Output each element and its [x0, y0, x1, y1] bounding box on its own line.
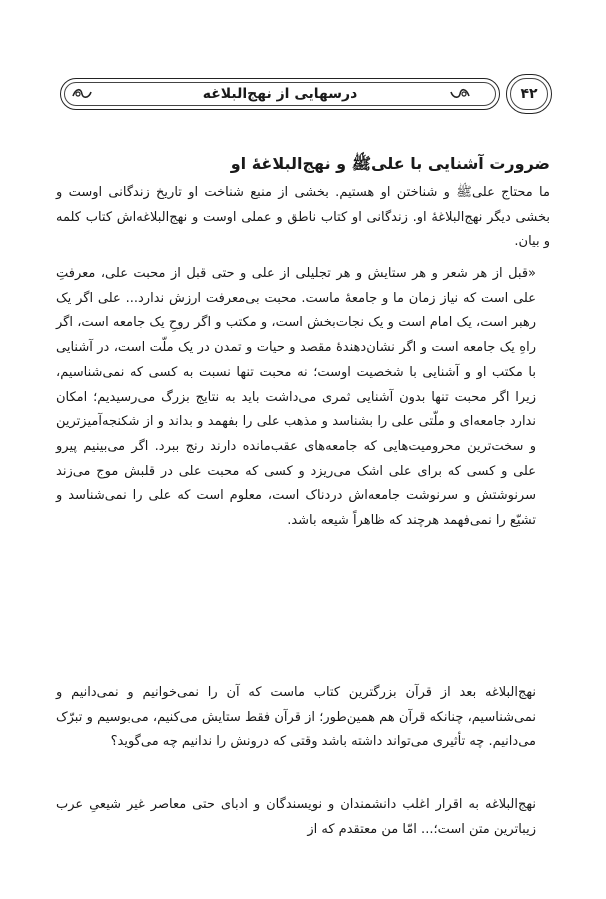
page-header [60, 74, 554, 114]
quote-paragraph-1: «قبل از هر شعر و هر ستایش و هر تجلیلی از علی و حتی قبل از محبت علی، معرفتِ علی است که نیاز زمان ما و جامعهٔ ماست. محبت بی‌معرفت ارزش ندارد... علی اگر یک رهبر است، یک امام است و یک نجات‌بخش است، و مکتب و اگر روحِ یک جامعه است، اگر راهِ یک جامعه است و اگر نشان‌دهندهٔ مقصد و حیات و تمدن در یک ملّت است، در آشنایی با مکتب او و آشنایی با شخصیت اوست؛ نه محبت تنها نسبت به کسی که نمی‌شناسیم، زیرا اگر محبت تنها بدون آشنایی ثمری می‌داشت باید به نتایج بزرگ می‌رسیدیم؛ امکان ندارد جامعه‌ای و ملّتی علی را بشناسد و مذهب علی را بفهمد و بداند و از شکنجه‌آمیزترین و سخت‌ترین محرومیت‌هایی که جامعه‌های عقب‌مانده دارند رنج ببرد. اگر می‌بینیم پیرو علی و کسی که برای علی اشک می‌ریزد و کسی که محبت علی در قلبش موج می‌زند سرنوشتش و سرنوشت جامعه‌اش دردناک است، معلوم است که علی را نمی‌شناسد و تشیّع را نمی‌فهمد هرچند که ظاهراً شیعه باشد. [56, 266, 536, 529]
ornament-right-icon [449, 86, 471, 102]
page-number-frame [506, 74, 552, 114]
section-heading: ضرورت آشنایی با علیﷺ و نهج‌البلاغهٔ او [230, 154, 550, 173]
title-frame [60, 78, 500, 110]
quote-paragraph-2: نهج‌البلاغه بعد از قرآن بزرگترین کتاب ماست که آن را نمی‌خوانیم و نمی‌دانیم و نمی‌شناسیم، چنانکه قرآن هم همین‌طور؛ از قرآن فقط ستایش می‌کنیم، می‌بوسیم و تبرّک می‌دانیم. چه تأثیری می‌تواند داشته باشد وقتی که درونش را ندانیم چه می‌گوید؟ [56, 685, 536, 750]
quote-paragraph-3: نهج‌البلاغه به اقرار اغلب دانشمندان و نویسندگان و ادبای حتی معاصر غیر شیعیِ عرب زیباترین متن است؛... امّا من معتقدم که از [56, 797, 536, 837]
book-title: درسهایی از نهج‌البلاغه [202, 86, 358, 102]
intro-paragraph: ما محتاج علیﷺ و شناختن او هستیم. بخشی از منبع شناخت او تاریخ زندگانی اوست و بخشی دیگر نهج‌البلاغهٔ او. زندگانی او کتاب ناطق و عملی اوست و نهج‌البلاغه‌اش کتاب کلمه و بیان. [56, 185, 550, 250]
page-number: ۴۲ [510, 78, 548, 110]
